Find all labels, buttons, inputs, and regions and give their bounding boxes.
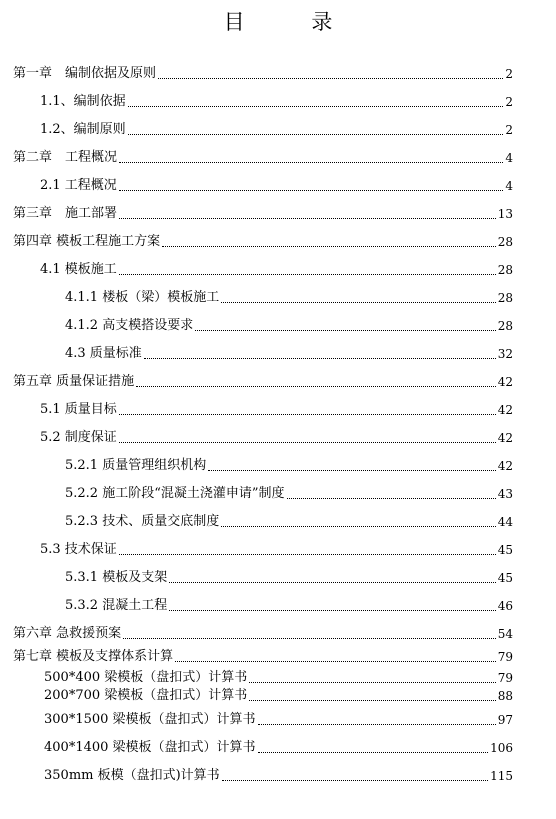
toc-entry[interactable] (44, 670, 513, 686)
toc-leader (119, 189, 504, 191)
toc-entry[interactable] (44, 712, 513, 728)
toc-entry[interactable] (65, 318, 513, 334)
toc-entry-page: 32 (497, 347, 513, 361)
toc-leader (119, 273, 496, 275)
toc-entry-page: 4 (505, 179, 513, 193)
toc-leader (222, 779, 488, 781)
toc-leader (128, 105, 504, 107)
toc-leader (169, 609, 496, 611)
toc-entry-page: 2 (505, 95, 513, 109)
toc-entry-label: 1.1、编制依据 (40, 94, 126, 109)
toc-entry-label: 200*700 梁模板（盘扣式）计算书 (44, 688, 248, 703)
toc-entry[interactable] (40, 542, 513, 558)
toc-leader (119, 161, 503, 163)
toc-title: 目 录 (223, 10, 363, 34)
toc-entry-page: 28 (497, 235, 513, 249)
toc-leader (287, 497, 496, 499)
toc-entry-page: 45 (497, 571, 513, 585)
toc-entry[interactable] (40, 122, 513, 138)
toc-entry[interactable] (13, 234, 513, 250)
toc-entry-page: 79 (497, 671, 513, 685)
toc-entry-page: 115 (490, 769, 513, 783)
toc-entry[interactable] (13, 150, 513, 166)
toc-entry-page: 13 (497, 207, 513, 221)
toc-entry[interactable] (40, 262, 513, 278)
toc-entry-page: 106 (490, 741, 513, 755)
toc-entry[interactable] (13, 374, 513, 390)
toc-entry-label: 5.2.1 质量管理组织机构 (65, 458, 207, 473)
toc-leader (158, 77, 503, 79)
toc-entry-page: 28 (497, 291, 513, 305)
toc-entry[interactable] (65, 514, 513, 530)
toc-leader (258, 751, 489, 753)
toc-entry[interactable] (65, 458, 513, 474)
toc-entry[interactable] (40, 178, 513, 194)
toc-entry[interactable] (40, 94, 513, 110)
toc-entry-page: 28 (497, 263, 513, 277)
toc-leader (128, 133, 504, 135)
toc-entry-label: 5.3.2 混凝土工程 (65, 598, 168, 613)
toc-entry-label: 第二章 工程概况 (13, 150, 118, 165)
toc-entry[interactable] (65, 598, 513, 614)
toc-entry-page: 88 (497, 689, 513, 703)
toc-leader (195, 329, 496, 331)
toc-entry-label: 第三章 施工部署 (13, 206, 118, 221)
toc-leader (123, 637, 496, 639)
toc-entry-label: 1.2、编制原则 (40, 122, 126, 137)
toc-entry-label: 第七章 模板及支撑体系计算 (13, 649, 174, 664)
toc-entry-label: 400*1400 梁模板（盘扣式）计算书 (44, 740, 256, 755)
toc-entry-label: 5.2.2 施工阶段“混凝土浇灌申请”制度 (65, 486, 285, 501)
toc-entry-label: 5.2 制度保证 (40, 430, 117, 445)
toc-entry-page: 28 (497, 319, 513, 333)
toc-entry-label: 350mm 板模（盘扣式)计算书 (44, 768, 220, 783)
toc-entry-label: 5.3 技术保证 (40, 542, 117, 557)
toc-entry[interactable] (44, 768, 513, 784)
toc-leader (136, 385, 496, 387)
toc-leader (119, 217, 496, 219)
toc-entry-page: 42 (497, 403, 513, 417)
toc-entry[interactable] (13, 66, 513, 82)
toc-entry[interactable] (40, 402, 513, 418)
toc-entry-label: 5.3.1 模板及支架 (65, 570, 168, 585)
toc-leader (258, 723, 496, 725)
toc-entry-label: 第一章 编制依据及原则 (13, 66, 157, 81)
toc-leader (249, 681, 495, 683)
toc-entry-page: 2 (505, 67, 513, 81)
toc-entry[interactable] (65, 346, 513, 362)
toc-entry[interactable] (44, 688, 513, 704)
toc-entry-label: 500*400 梁模板（盘扣式）计算书 (44, 670, 248, 685)
toc-entry-label: 4.1.1 楼板（梁）模板施工 (65, 290, 220, 305)
toc-entry[interactable] (13, 649, 513, 665)
toc-entry[interactable] (13, 206, 513, 222)
toc-entry-label: 第四章 模板工程施工方案 (13, 234, 161, 249)
toc-entry-label: 300*1500 梁模板（盘扣式）计算书 (44, 712, 256, 727)
toc-entry[interactable] (65, 486, 513, 502)
toc-entry-label: 5.1 质量目标 (40, 402, 117, 417)
toc-entry-label: 2.1 工程概况 (40, 178, 117, 193)
toc-leader (144, 357, 496, 359)
toc-entry-label: 4.1.2 高支模搭设要求 (65, 318, 194, 333)
toc-entry-page: 42 (497, 375, 513, 389)
toc-leader (119, 441, 496, 443)
toc-entry-page: 42 (497, 459, 513, 473)
toc-entry-page: 45 (497, 543, 513, 557)
toc-entry-page: 2 (505, 123, 513, 137)
toc-entry-page: 42 (497, 431, 513, 445)
toc-entry-page: 79 (497, 650, 513, 664)
toc-leader (175, 660, 496, 662)
toc-entry-label: 第六章 急救援预案 (13, 626, 122, 641)
toc-entry[interactable] (65, 290, 513, 306)
toc-leader (249, 699, 495, 701)
toc-entry-page: 54 (497, 627, 513, 641)
toc-leader (221, 525, 496, 527)
toc-entry[interactable] (44, 740, 513, 756)
toc-entry-label: 5.2.3 技术、质量交底制度 (65, 514, 220, 529)
toc-entry-page: 44 (497, 515, 513, 529)
toc-entry-label: 4.1 模板施工 (40, 262, 117, 277)
toc-leader (119, 553, 496, 555)
toc-entry-label: 第五章 质量保证措施 (13, 374, 135, 389)
toc-leader (208, 469, 496, 471)
toc-leader (221, 301, 496, 303)
toc-leader (119, 413, 496, 415)
toc-entry[interactable] (13, 626, 513, 642)
toc-entry-page: 97 (497, 713, 513, 727)
toc-entry-page: 46 (497, 599, 513, 613)
toc-entry-page: 4 (505, 151, 513, 165)
toc-entry-label: 4.3 质量标准 (65, 346, 142, 361)
toc-entry[interactable] (65, 570, 513, 586)
toc-leader (169, 581, 496, 583)
toc-leader (162, 245, 496, 247)
toc-entry-page: 43 (497, 487, 513, 501)
toc-entry[interactable] (40, 430, 513, 446)
